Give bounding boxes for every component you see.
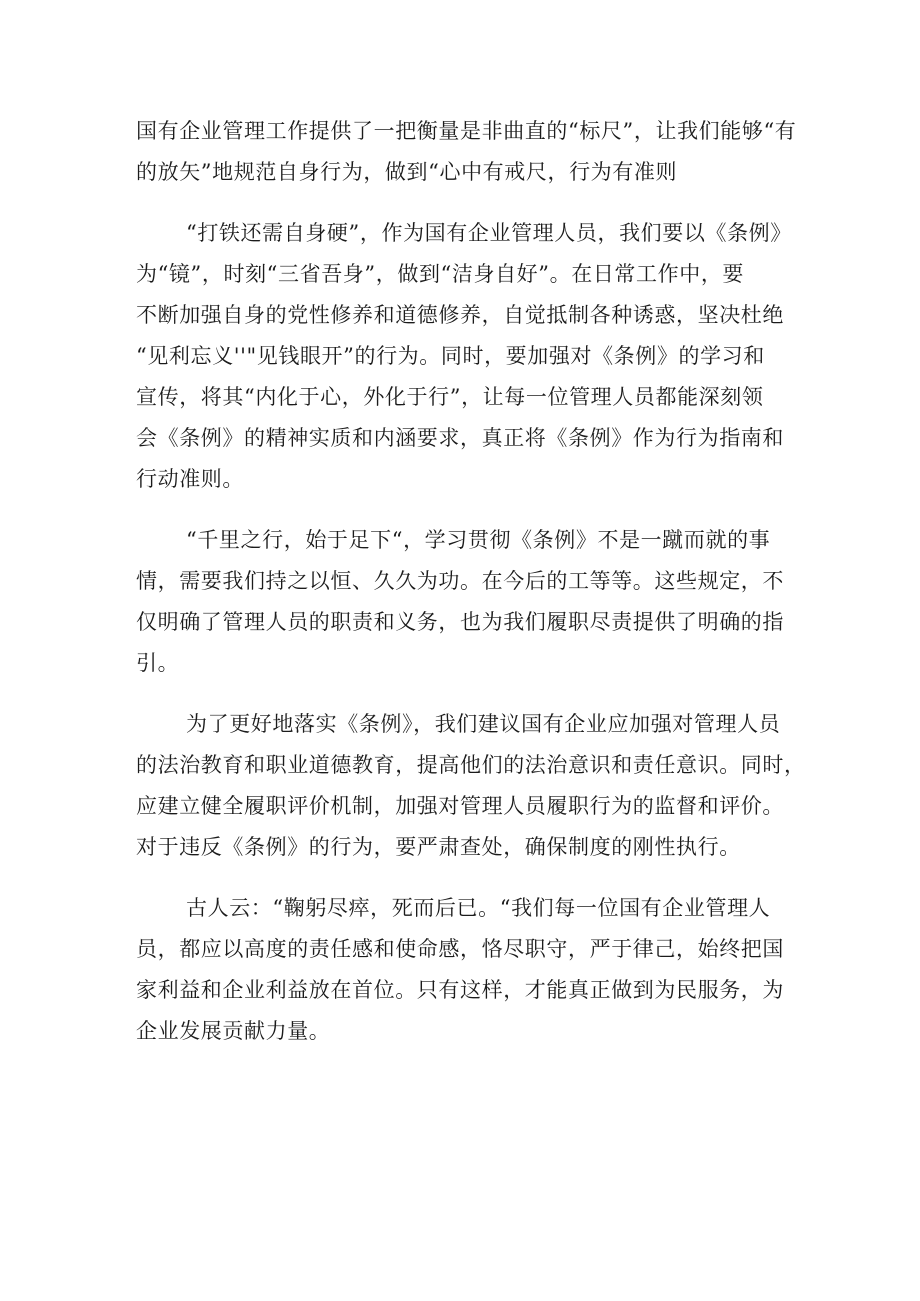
paragraph-2-line-6: 会《条例》的精神实质和内涵要求，真正将《条例》作为行为指南和 [136, 426, 784, 450]
paragraph-2-line-3: 不断加强自身的党性修养和道德修养，自觉抵制各种诱惑，坚决杜绝 [136, 303, 784, 327]
paragraph-5-line-4: 企业发展贡献力量。 [136, 1019, 331, 1043]
paragraph-2-line-5: 宣传，将其“内化于心，外化于行”，让每一位管理人员都能深刻领 [136, 385, 764, 409]
paragraph-4-line-2: 的法治教育和职业道德教育，提高他们的法治意识和责任意识。同时， [136, 753, 806, 777]
paragraph-3-line-1: “千里之行，始于足下“，学习贯彻《条例》不是一蹴而就的事 [186, 528, 771, 552]
paragraph-3-line-2: 情，需要我们持之以恒、久久为功。在今后的工等等。这些规定，不 [136, 569, 784, 593]
paragraph-2-line-4: “见利忘义''"见钱眼开”的行为。同时，要加强对《条例》的学习和 [136, 344, 765, 368]
paragraph-2-line-2: 为“镜”，时刻“三省吾身”，做到“洁身自好”。在日常工作中，要 [136, 262, 745, 286]
paragraph-3-line-4: 引。 [136, 651, 180, 675]
paragraph-1-line-1: 国有企业管理工作提供了一把衡量是非曲直的“标尺”，让我们能够“有 [136, 119, 797, 143]
paragraph-3-line-3: 仅明确了管理人员的职责和义务，也为我们履职尽责提供了明确的指 [136, 610, 784, 634]
paragraph-4-line-3: 应建立健全履职评价机制，加强对管理人员履职行为的监督和评价。 [136, 794, 784, 818]
paragraph-5-line-1: 古人云：“鞠躬尽瘁，死而后已。“我们每一位国有企业管理人 [186, 896, 771, 920]
paragraph-4-line-1: 为了更好地落实《条例》，我们建议国有企业应加强对管理人员 [186, 712, 781, 736]
paragraph-5-line-2: 员，都应以高度的责任感和使命感，恪尽职守，严于律己，始终把国 [136, 937, 784, 961]
paragraph-5-line-3: 家利益和企业利益放在首位。只有这样，才能真正做到为民服务，为 [136, 978, 784, 1002]
paragraph-2-line-1: “打铁还需自身硬”，作为国有企业管理人员，我们要以《条例》 [186, 221, 792, 245]
paragraph-4-line-4: 对于违反《条例》的行为，要严肃查处，确保制度的刚性执行。 [136, 835, 741, 859]
paragraph-1-line-2: 的放矢”地规范自身行为，做到“心中有戒尺，行为有准则 [136, 160, 678, 184]
paragraph-2-line-7: 行动准则。 [136, 467, 244, 491]
